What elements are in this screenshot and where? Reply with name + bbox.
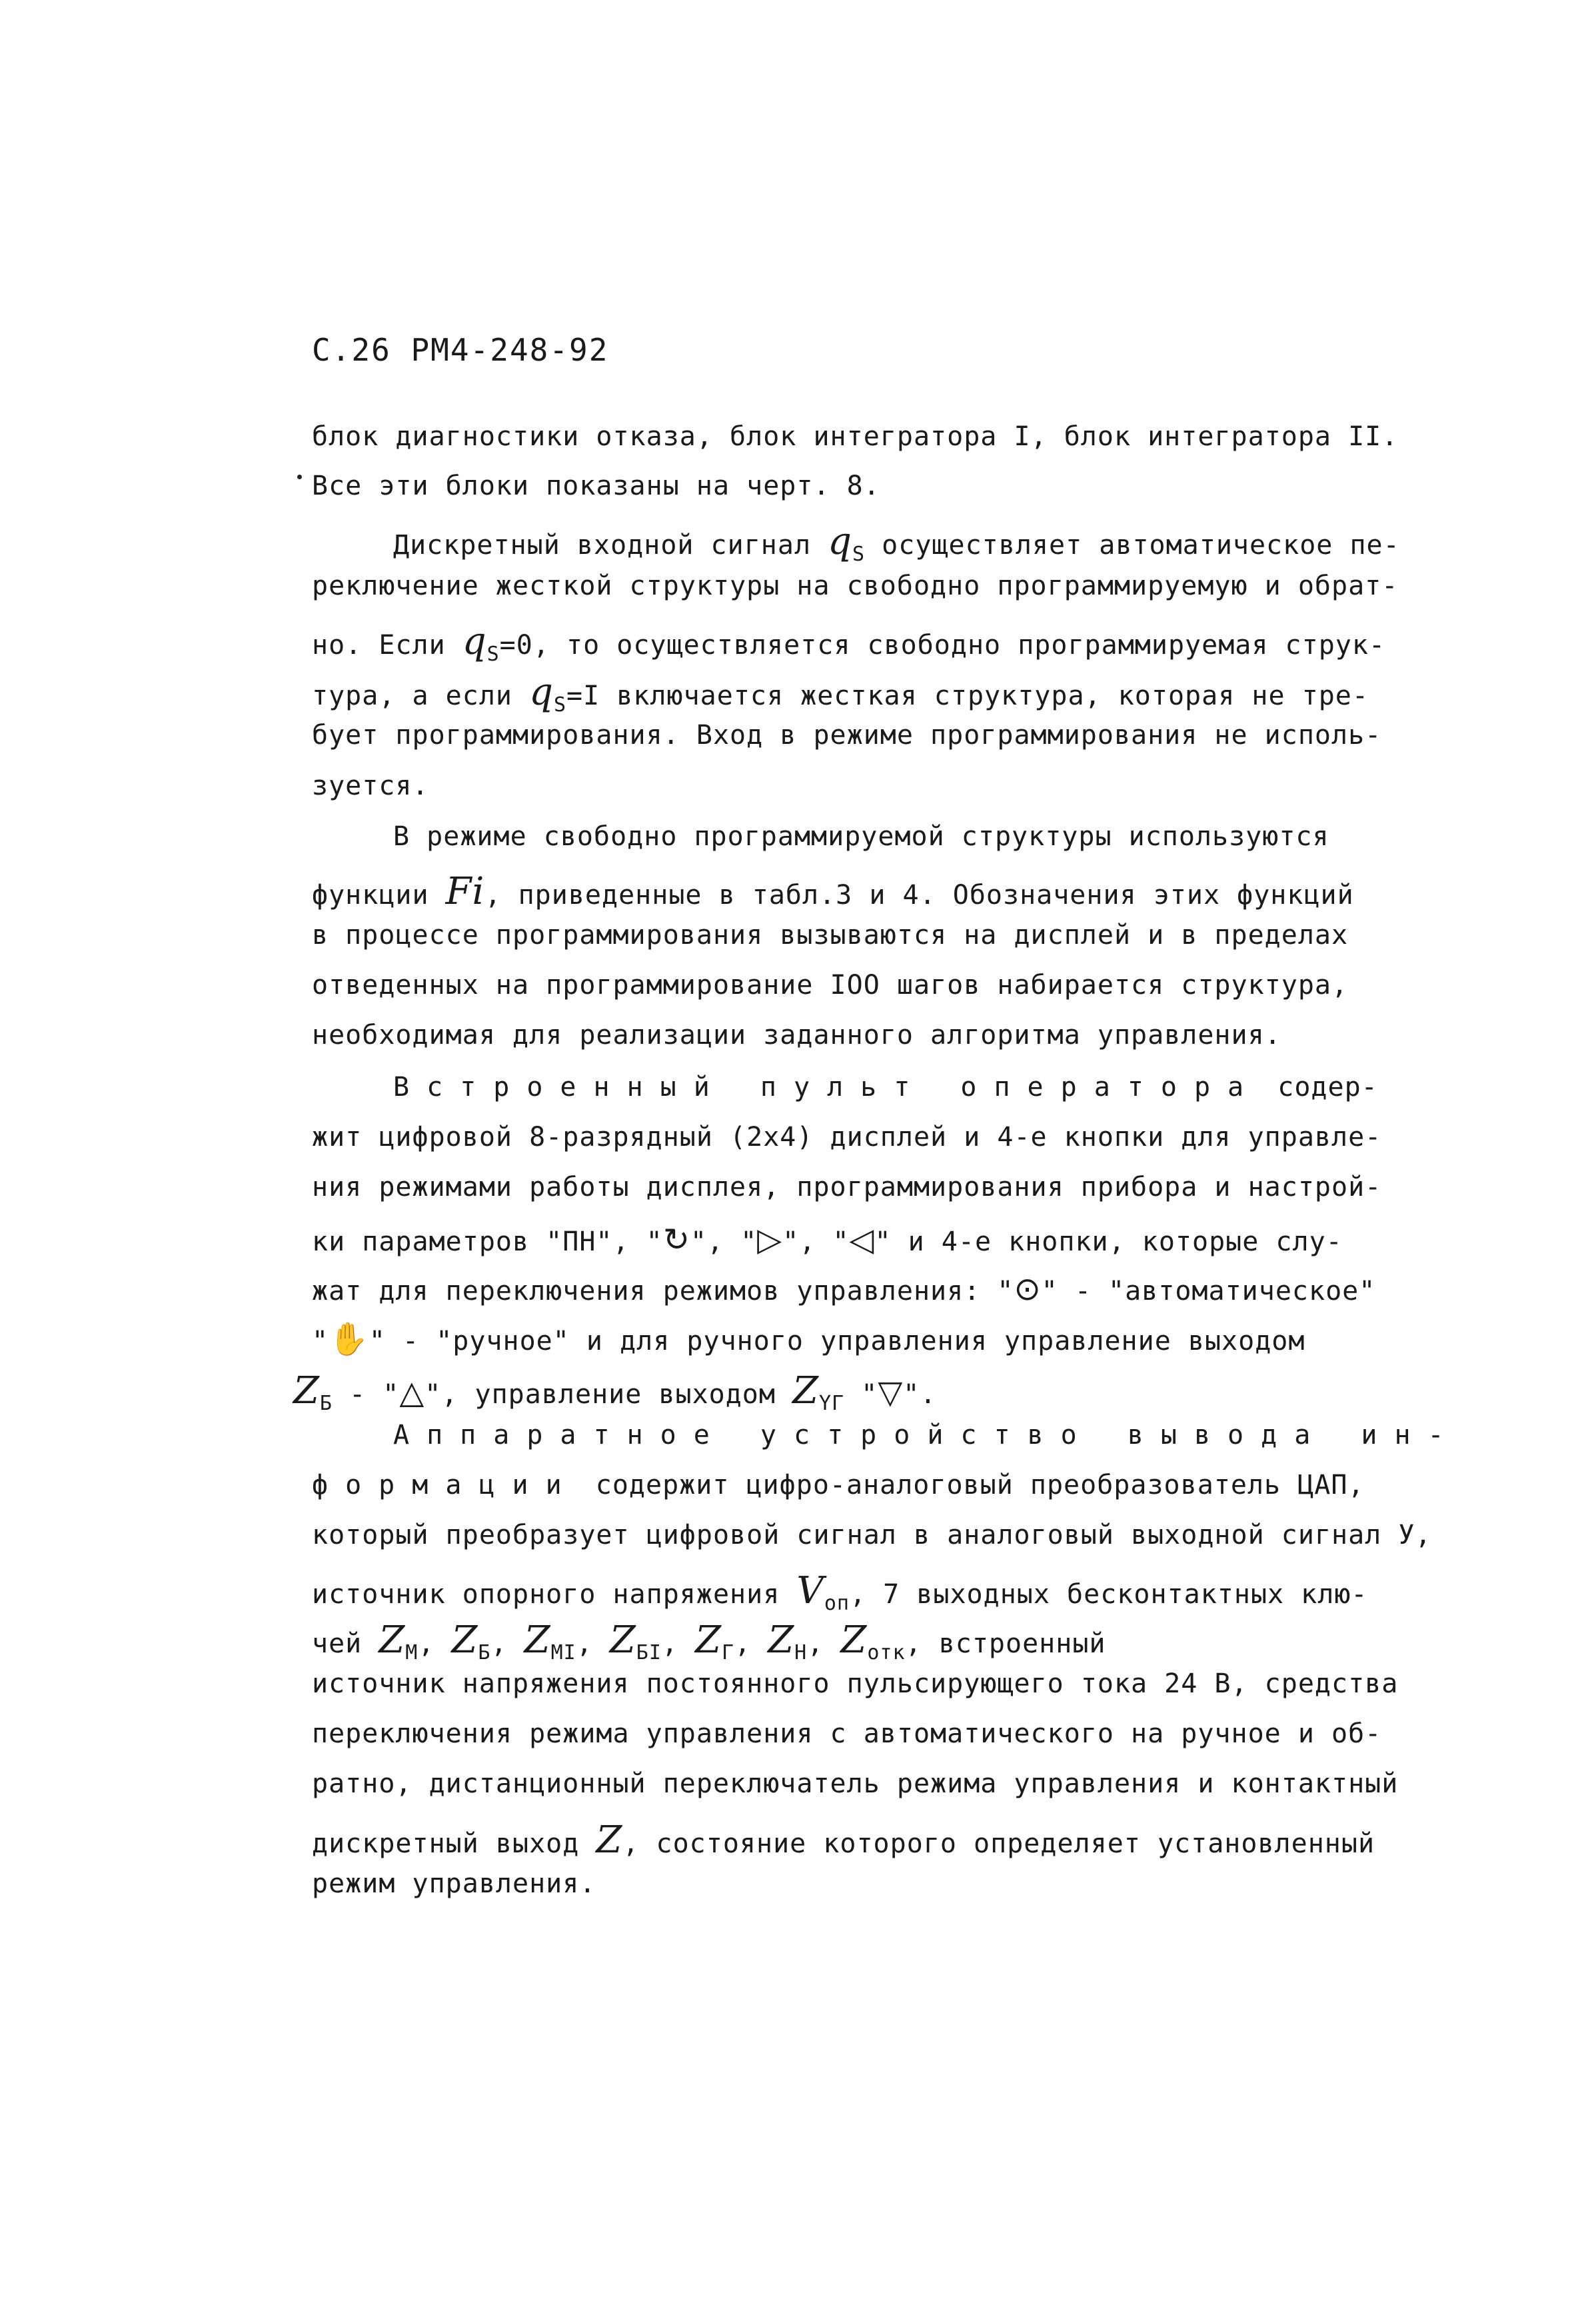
z-b-symbol: $Z_Б$ [451, 1618, 491, 1664]
page-header: С.26 РМ4-248-92 [312, 332, 609, 368]
qs-symbol: $q_S$ [828, 520, 866, 566]
text-line: реключение жесткой структуры на свободно программируемую и обрат- [312, 571, 1399, 601]
text-line: зуется. [312, 771, 429, 801]
right-triangle-icon: ▷ [757, 1221, 783, 1258]
text-line: Встроенный пульт оператора содер- [393, 1072, 1378, 1103]
text-line: Аппаратное устройство вывода ин- [393, 1420, 1461, 1450]
text-line: ки параметров "ПН", "↻", "▷", "◁" и 4-е кнопки, которые слу- [312, 1221, 1343, 1258]
z-symbol: Z [596, 1818, 623, 1862]
text-line: необходимая для реализации заданного алгоритма управления. [312, 1020, 1281, 1051]
auto-mode-icon: ⊙ [1014, 1270, 1042, 1308]
z-n-symbol: $Z_Н$ [768, 1618, 808, 1664]
z-b-symbol: $Z_Б$ [293, 1369, 333, 1415]
margin-mark [297, 475, 302, 479]
up-triangle-icon: △ [399, 1374, 425, 1411]
cycle-icon: ↻ [662, 1221, 690, 1258]
down-triangle-icon: ▽ [878, 1374, 904, 1411]
text-line: жит цифровой 8-разрядный (2х4) дисплей и 4-е кнопки для управле- [312, 1122, 1382, 1152]
z-mi-symbol: $Z_{МI}$ [524, 1618, 576, 1664]
z-otk-symbol: $Z_{отк}$ [840, 1618, 906, 1664]
text-line: тура, а если $q_S=I$ включается жесткая структура, которая не тре- [312, 671, 1369, 717]
text-line: источник опорного напряжения $V_{оп}$, 7 выходных бесконтактных клю- [312, 1569, 1368, 1615]
qs-symbol: $q_S$ [529, 671, 566, 717]
text-line: блок диагностики отказа, блок интегратора I, блок интегратора II. [312, 421, 1399, 452]
z-bi-symbol: $Z_{БI}$ [609, 1618, 662, 1664]
z-m-symbol: $Z_М$ [379, 1618, 418, 1664]
text-line: ратно, дистанционный переключатель режима управления и контактный [312, 1768, 1399, 1799]
fi-symbol: Fi [445, 870, 485, 913]
text-line: формации содержит цифро-аналоговый преобразователь ЦАП, [312, 1470, 1365, 1500]
text-line: жат для переключения режимов управления: "⊙" - "автоматическое" [312, 1270, 1376, 1308]
text-line: чей $Z_М$, $Z_Б$, $Z_{МI}$, $Z_{БI}$, $Z_Г$, $Z_Н$, $Z_{отк}$, встроенный [312, 1618, 1106, 1664]
qs-symbol: $q_S$ [462, 620, 500, 666]
text-line: дискретный выход Z, состояние которого определяет установленный [312, 1818, 1375, 1862]
text-line: Все эти блоки показаны на черт. 8. [312, 471, 880, 501]
text-line: Дискретный входной сигнал $q_S$ осуществляет автоматическое пе- [393, 520, 1400, 566]
z-up-symbol: $Z_{ҮГ}$ [792, 1369, 845, 1415]
text-line: $Z_Б$ - "△", управление выходом $Z_{ҮГ}$ "▽". [293, 1369, 937, 1415]
text-line: В режиме свободно программируемой структуры используются [393, 821, 1329, 852]
text-line: функции Fi, приведенные в табл.3 и 4. Обозначения этих функций [312, 870, 1354, 913]
text-line: бует программирования. Вход в режиме программирования не исполь- [312, 720, 1382, 751]
text-line: режим управления. [312, 1868, 596, 1899]
text-line: ния режимами работы дисплея, программирования прибора и настрой- [312, 1172, 1382, 1202]
v-op-symbol: $V_{оп}$ [796, 1569, 850, 1615]
text-line: отведенных на программирование IOO шагов набирается структура, [312, 970, 1349, 1001]
text-line: в процессе программирования вызываются на дисплей и в пределах [312, 920, 1349, 951]
text-line: "✋" - "ручное" и для ручного управления управление выходом [312, 1320, 1305, 1358]
hand-mode-icon: ✋ [329, 1320, 369, 1358]
text-line: который преобразует цифровой сигнал в аналоговый выходной сигнал У, [312, 1520, 1432, 1550]
z-g-symbol: $Z_Г$ [695, 1618, 735, 1664]
text-line: но. Если $q_S=0$, то осуществляется свободно программируемая струк- [312, 620, 1386, 666]
text-line: переключения режима управления с автоматического на ручное и об- [312, 1718, 1382, 1749]
left-triangle-icon: ◁ [849, 1221, 875, 1258]
text-line: источник напряжения постоянного пульсирующего тока 24 В, средства [312, 1668, 1399, 1699]
